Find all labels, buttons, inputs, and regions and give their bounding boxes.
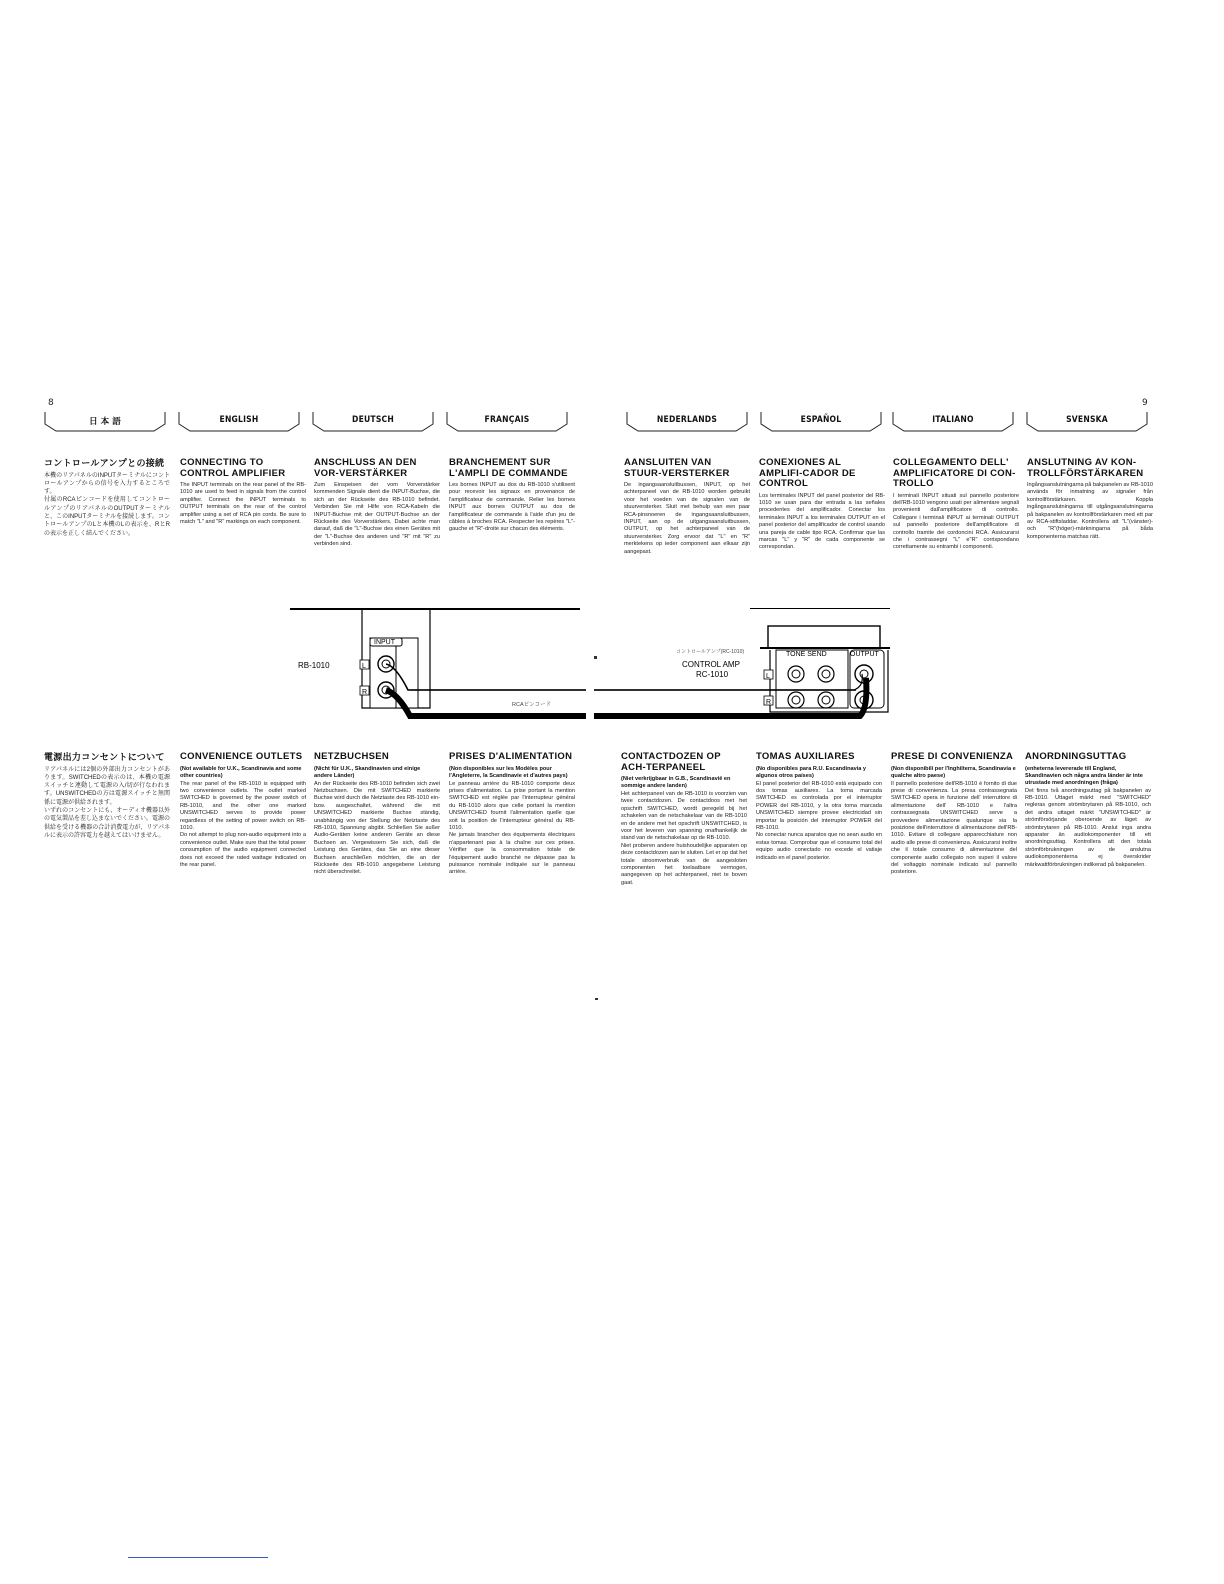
section-heading: 電源出力コンセントについて xyxy=(44,752,165,762)
section-heading: CONTACTDOZEN OP ACH-TERPANEEL xyxy=(621,751,721,773)
section-body: An der Rückseite des RB-1010 befinden sich zwei Netzbuchsen. Die mit SWITCHED markierte Buchse wird durch die Netztaste des RB-1010 ein- bzw. ausgeschaltet, während die mit UNSWITCHED markierte Buchse ständig, unabhängig von der Stellung der Netztaste des RB-1010, Spannung abgibt. Schließen Sie außer Audio-Geräten keine anderen Geräte an diese Buchsen an. Vergewissern Sie sich, daß die Leistung des Gerätes, das Sie an eine dieser Buchsen anschließen möchten, die an der Rückseite des RB-1010 angegebene Leistung nicht überschreitet. xyxy=(314,780,440,876)
language-tab-deutsch xyxy=(312,410,434,432)
section-heading: ANSCHLUSS AN DEN VOR-VERSTÄRKER xyxy=(314,457,417,479)
connect-section-english xyxy=(180,458,306,526)
connect-section-francais xyxy=(449,458,575,534)
print-speck xyxy=(594,656,597,659)
outlets-section-nederlands xyxy=(621,752,747,887)
availability-note: (Nicht für U.K., Skandinavien und einige andere Länder) xyxy=(314,765,421,779)
amp-right-channel-label: R xyxy=(766,699,772,706)
language-tab-espanol xyxy=(760,410,882,432)
language-tab-english xyxy=(178,410,300,432)
amp-left-channel-label: L xyxy=(766,673,770,680)
control-amp-label: CONTROL AMP xyxy=(682,660,740,669)
language-tab-nederlands xyxy=(626,410,748,432)
availability-note: (Niet verkrijgbaar in G.B., Scandinavië en sommige andere landen) xyxy=(621,776,731,789)
section-body: Les bornes INPUT au dos du RB-1010 s'utilisent pour recevoir les signaux en provenance de l'amplificateur de commande. Relier les bornes INPUT aux bornes OUTPUT au dos de l'amplificateur de commande à l'aide d'un jeu de câbles à broches RCA. Respecter les repères "L"-gauche et "R"-droite sur chacun des éléments. xyxy=(449,482,575,533)
section-body: Los terminales INPUT del panel posterior del RB-1010 se usan para dar entrada a las señales procedentes del amplificador. Conectar los terminales INPUT a los terminales OUTPUT en el panel posterior del amplificador de control usando una pareja de cable tipo RCA. Confirmar que las marcas "L" y "R" de cada componente se correspondan. xyxy=(759,492,885,551)
connect-section-svenska xyxy=(1027,458,1153,541)
availability-note: (Non disponibili per l'Inghilterra, Scandinavia e qualche altro paese) xyxy=(891,765,1016,779)
section-body: The INPUT terminals on the rear panel of the RB-1010 are used to feed in signals from the control amplifier. Connect the INPUT terminals to OUTPUT terminals on the rear of the control amplifier using a set of RCA pin cords. Be sure to match "L" and "R" markings on each component. xyxy=(180,482,306,526)
connect-section-italiano xyxy=(893,458,1019,552)
section-body: Il pannello posteriore dell'RB-1010 è fornito di due prese di convenienza. La presa contrassegnata SWITCHED opera in funzione dell' interruttore di alimentazione dell' RB-1010 e l'altra contrassegnata UNSWITCHED serve a provvedere alimentazione qualunque sia la posizione dell'interruttore di alimentazione dell'RB-1010. Evitare di collegare apparecchiature non audio alle prese di convenienza. Assicurarsi inoltre che il totale consumo di alimentazione del componente audio collegato non superi il valore del voltaggio nominale indicato sul pannello posteriore. xyxy=(891,780,1017,876)
connect-section-nederlands xyxy=(624,458,750,556)
tab-label: ITALIANO xyxy=(932,415,974,425)
connection-diagram xyxy=(290,608,890,728)
section-heading: AANSLUITEN VAN STUUR-VERSTERKER xyxy=(624,457,730,479)
rca-cord-jp-label: RCAピンコード xyxy=(512,702,552,708)
section-heading: TOMAS AUXILIARES xyxy=(756,751,855,762)
section-heading: CONVENIENCE OUTLETS xyxy=(180,751,303,762)
section-heading: NETZBUCHSEN xyxy=(314,751,390,762)
outlets-section-espanol xyxy=(756,752,882,862)
section-body: Det finns två anordningsuttag på bakpanelen av RB-1010. Uttaget märkt med "SWITCHED" regleras genom strömbrytaren på RB-1010, och det andra uttaget märkt "UNSWITCHED" är strömförsörjande oberoende av läget av strömbrytaren på RB-1010. Anslut inga andra apparater än audiokomponenter till ett anordningsuttag. Kontrollera att den totala strömförbrukningen av de anslutna audiokomponenterna ej överskrider märkwattförbrukningen indikerad på bakpanelen. xyxy=(1025,787,1151,868)
section-heading: BRANCHEMENT SUR L'AMPLI DE COMMANDE xyxy=(449,457,568,479)
tab-label: FRANÇAIS xyxy=(484,415,530,425)
page-number-right: 9 xyxy=(1142,398,1148,408)
outlets-section-japanese xyxy=(44,752,170,840)
section-body: リアパネルには2個の外部出力コンセントがあります。SWITCHEDの表示のは、本機の電源スイッチと連動して電源の入/切が行なわれます。UNSWITCHEDの方は電源スイッチと無関係に電源が供給されます。 いずれのコンセントにも、オーディオ機器以外の電気製品を差し込まないでください。電源の供給を受ける機器の合計消費電力が、リアパネルに表示の許容電力を越えてはいけません。 xyxy=(44,766,171,839)
control-amp-model: RC-1010 xyxy=(696,670,729,679)
outlets-section-deutsch xyxy=(314,752,440,877)
section-body: The rear panel of the RB-1010 is equipped with two convenience outlets. The outlet marked SWITCHED is governed by the power switch of RB-1010, and the other one marked UNSWITCHED serves to provide power regardless of the setting of power switch on RB-1010. Do not attempt to plug non-audio equipment into a convenience outlet. Make sure that the total power consumption of the audio equipment connected does not exceed the rated wattage indicated on the rear panel. xyxy=(180,780,306,868)
section-heading: CONNECTING TO CONTROL AMPLIFIER xyxy=(180,457,286,479)
outlets-section-english xyxy=(180,752,306,869)
connect-section-espanol xyxy=(759,458,885,552)
tab-label: 日 本 語 xyxy=(89,417,121,427)
section-heading: PRESE DI CONVENIENZA xyxy=(891,751,1014,762)
section-body: Ingångsanslutningarna på bakpanelen av RB-1010 används för inmatning av signaler från kontrollförstärkaren. Koppla ingångsanslutningarna till utgångsanslutningarna på bakpanelen av kontrollförstärkaren med ett par av RCA-stiftsladdar. Kontrollera att "L"(vänster)- och "R"(höger)-märkningarna på båda komponenterna matchas rätt. xyxy=(1027,482,1153,540)
availability-note: (Not available for U.K., Scandinavia and some other countries) xyxy=(180,765,302,779)
outlets-section-svenska xyxy=(1025,752,1151,869)
section-body: Zum Einspeisen der vom Vorverstärker kommenden Signale dient die INPUT-Buchse, die sich an der Rückseite des RB-1010 befindet. Verbinden Sie mit Hilfe von RCA-Kabeln die INPUT-Buchse mit der OUTPUT-Buchse an der Rückseite des Vorverstärkers. Dabei achte man darauf, daß die "L"-Buchse des einen Gerätes mit der "L"-Buchse des anderen und "R" mit "R" zu verbinden sind. xyxy=(314,482,440,548)
section-body: El panel posterior del RB-1010 está equipado con dos tomas auxiliares. La toma marcada SWITCHED es controlada por el interruptor POWER del RB-1010, y la otra toma marcada UNSWITCHED siempre provee electricidad sin importar la posición del interruptor POWER del RB-1010. No conectar nunca aparatos que no sean audio en estas tomas. Comprobar que el consumo total del equipo audio conectado no excede el vatiaje indicado en el panel posterior. xyxy=(756,780,882,861)
page-number-left: 8 xyxy=(48,398,54,408)
control-amp-jp-label: コントロールアンプ(RC-1010) xyxy=(676,649,745,655)
availability-note: (No disponibles para R.U. Escandinavia y algunos otros países) xyxy=(756,765,867,779)
language-tab-francais xyxy=(446,410,568,432)
section-body: I terminali INPUT situati sul pannello posteriore dell'RB-1010 vengono usati per alimentare segnali provenienti dall'amplificatore di controllo. Collegare i terminali INPUT ai terminali OUTPUT sul pannello posteriore dell'amplificatore di controllo tramite dei cordoncini RCA. Assicurarsi che i contrassegni "L" e"R" corrispondano correttamente su entrambi i componenti. xyxy=(893,492,1019,551)
language-tab-italiano xyxy=(892,410,1014,432)
section-body: 本機のリアパネルのINPUTターミナルにコントロールアンプからの信号を入力するところです。 付属のRCAピンコードを使用してコントロールアンプのリアパネルのOUTPUTターミナルと、このINPUTターミナルを接続します。コントロールアンプのLと本機のLの表示を、RとRの表示を正しく結んでください。 xyxy=(44,472,170,537)
left-channel-label: L xyxy=(362,663,366,670)
tab-label: SVENSKA xyxy=(1066,415,1108,425)
rb-1010-panel xyxy=(290,608,580,708)
connect-section-deutsch xyxy=(314,458,440,549)
section-body: De ingangsaansluitbussen, INPUT, op het achterpaneel van de RB-1010 worden gebruikt voor het voeden van de signalen van de stuurversterker. Sluit met behulp van een paar RCA-pinsnoeren de ingangsaansluitbussen, INPUT, aan op de uitgangsaansluitbussen, OUTPUT, op het achterpaneel van de stuurversterker. Zorg ervoor dat "L" en "R" merktekens op ieder component aan elkaar zijn aangepast. xyxy=(624,482,750,555)
section-heading: CONEXIONES AL AMPLIFI-CADOR DE CONTROL xyxy=(759,457,856,489)
tab-label: ENGLISH xyxy=(219,415,259,425)
section-heading: PRISES D'ALIMENTATION xyxy=(449,751,573,762)
outlets-section-italiano xyxy=(891,752,1017,877)
rca-cord-label: RICA PIN CORD xyxy=(510,713,559,720)
tab-label: ESPAÑOL xyxy=(800,415,842,425)
section-heading: ANSLUTNING AV KON-TROLLFÖRSTÄRKAREN xyxy=(1027,457,1144,479)
language-tab-svenska xyxy=(1026,410,1148,432)
section-heading: コントロールアンプとの接続 xyxy=(44,458,165,468)
rb-1010-label: RB-1010 xyxy=(298,661,330,670)
section-heading: ANORDNINGSUTTAG xyxy=(1025,751,1127,762)
right-channel-label: R xyxy=(362,689,368,696)
tab-label: DEUTSCH xyxy=(352,415,394,425)
availability-note: (enheterna levererade till England, Skandinavien och några andra länder är inte utrustade med anordningen (fråga) xyxy=(1025,765,1143,786)
tab-label: NEDERLANDS xyxy=(656,415,718,425)
outlets-section-francais xyxy=(449,752,575,877)
language-tab-japanese xyxy=(44,410,166,432)
availability-note: (Non disponibles sur les Modèles pour l'Angleterre, la Scandinavie et d'autres pays) xyxy=(449,765,568,779)
print-speck xyxy=(595,998,598,1000)
input-label: INPUT xyxy=(374,639,395,646)
section-body: Het achterpaneel van de RB-1010 is voorzien van twee contactdozen. De contactdoos met het opschrift SWITCHED, wordt geregeld bij het schakelen van de netschakelaar van de RB-1010 en de andere met het opschrift UNSWITCHED, is voor het leveren van spanning onafhankelijk de stand van de netschakelaar op de RB-1010. Niet proberen andere huishoudelijke apparaten op deze contactdozen aan te sluiten. Let er op dat het totale stroomverbruik van de aangesloten componenten het toelaatbare vermogen, aangegeven op het achterpaneel, niet te boven gaat. xyxy=(621,791,747,886)
tone-send-label: TONE SEND xyxy=(786,651,827,658)
output-label: OUTPUT xyxy=(850,651,879,658)
section-body: Le panneau arrière du RB-1010 comporte deux prises d'alimentation. La prise portant la mention SWITCHED est réglée par l'interrupteur général du RB-1010 alors que celle portant la mention UNSWITCHED fournit l'alimentation quelle que soit la position de l'interrupteur général du RB-1010. Ne jamais brancher des équipements électriques n'appartenant pas à la chaîne sur ces prises. Vérifier que la consommation totale de l'équipement audio branché ne dépasse pas la puissance nominale indiquée sur le panneau arrière. xyxy=(449,780,575,876)
connect-section-japanese xyxy=(44,458,170,538)
section-heading: COLLEGAMENTO DELL' AMPLIFICATORE DI CON-TROLLO xyxy=(893,457,1016,489)
footer-rule xyxy=(128,1557,268,1558)
